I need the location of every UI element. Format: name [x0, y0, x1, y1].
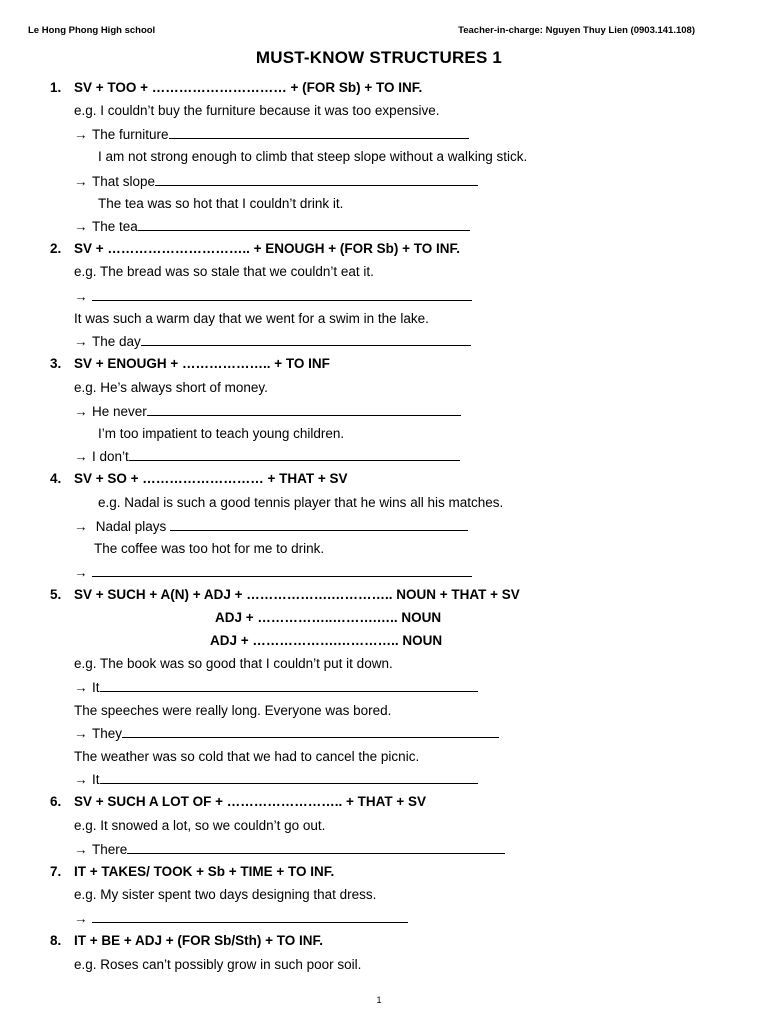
- answer-blank[interactable]: [170, 518, 468, 531]
- exercise-sentence: I’m too impatient to teach young children.: [98, 426, 345, 441]
- arrow-icon: →: [74, 404, 88, 419]
- answer-line: [74, 564, 472, 581]
- answer-blank[interactable]: [138, 218, 470, 231]
- answer-prompt: He never: [92, 404, 147, 419]
- answer-prompt: It: [92, 772, 100, 787]
- structure-formula: SV + SUCH A LOT OF + …………………….. + THAT + SV: [74, 794, 427, 809]
- section-number: 5.: [50, 587, 62, 602]
- answer-blank[interactable]: [155, 173, 478, 186]
- structure-formula: SV + SO + ……………………… + THAT + SV: [74, 471, 348, 486]
- answer-blank[interactable]: [129, 448, 460, 461]
- answer-blank[interactable]: [147, 403, 461, 416]
- section-number: 3.: [50, 356, 62, 371]
- answer-line: [74, 126, 469, 143]
- answer-prompt: That slope: [92, 174, 156, 189]
- answer-blank[interactable]: [127, 841, 505, 854]
- answer-line: [74, 518, 468, 535]
- arrow-icon: →: [74, 726, 88, 741]
- teacher-info: Teacher-in-charge: Nguyen Thuy Lien (0903.141.108): [458, 25, 695, 36]
- answer-prompt: Nadal plays: [92, 519, 171, 534]
- answer-line: [74, 173, 478, 190]
- page-title: MUST-KNOW STRUCTURES 1: [255, 48, 503, 67]
- exercise-sentence: I am not strong enough to climb that steep slope without a walking stick.: [98, 149, 528, 164]
- structure-formula: IT + BE + ADJ + (FOR Sb/Sth) + TO INF.: [74, 933, 324, 948]
- exercise-sentence: The speeches were really long. Everyone was bored.: [74, 703, 392, 718]
- answer-prompt: There: [92, 842, 128, 857]
- example-sentence: e.g. It snowed a lot, so we couldn’t go out.: [74, 818, 326, 833]
- arrow-icon: →: [74, 334, 88, 349]
- arrow-icon: →: [74, 219, 88, 234]
- exercise-sentence: The weather was so cold that we had to cancel the picnic.: [74, 749, 420, 764]
- arrow-icon: →: [74, 174, 88, 189]
- arrow-icon: →: [74, 842, 88, 857]
- answer-line: [74, 448, 460, 465]
- exercise-sentence: It was such a warm day that we went for a swim in the lake.: [74, 311, 429, 326]
- answer-blank[interactable]: [122, 725, 499, 738]
- example-sentence: e.g. My sister spent two days designing that dress.: [74, 887, 377, 902]
- answer-blank[interactable]: [92, 910, 408, 923]
- structure-formula: IT + TAKES/ TOOK + Sb + TIME + TO INF.: [74, 864, 335, 879]
- arrow-icon: →: [74, 127, 88, 142]
- answer-line: [74, 288, 472, 305]
- answer-prompt: The furniture: [92, 127, 169, 142]
- arrow-icon: →: [74, 449, 88, 464]
- example-sentence: e.g. Roses can’t possibly grow in such poor soil.: [74, 957, 362, 972]
- section-number: 1.: [50, 80, 62, 95]
- answer-prompt: They: [92, 726, 123, 741]
- answer-blank[interactable]: [92, 288, 472, 301]
- arrow-icon: →: [74, 772, 88, 787]
- answer-blank[interactable]: [169, 126, 469, 139]
- section-number: 4.: [50, 471, 62, 486]
- answer-line: [74, 218, 470, 235]
- answer-line: [74, 725, 499, 742]
- example-sentence: e.g. He’s always short of money.: [74, 380, 268, 395]
- answer-blank[interactable]: [141, 333, 471, 346]
- answer-blank[interactable]: [92, 564, 472, 577]
- answer-line: [74, 333, 471, 350]
- arrow-icon: →: [74, 565, 88, 580]
- structure-formula: SV + SUCH + A(N) + ADJ + ……………….………….. NOUN + THAT + SV: [74, 587, 520, 602]
- exercise-sentence: The tea was so hot that I couldn’t drink it.: [98, 196, 344, 211]
- exercise-sentence: The coffee was too hot for me to drink.: [94, 541, 325, 556]
- school-name: Le Hong Phong High school: [28, 25, 156, 36]
- answer-line: [74, 841, 505, 858]
- answer-prompt: The day: [92, 334, 141, 349]
- arrow-icon: →: [74, 519, 88, 534]
- structure-variant: ADJ + ……………..……….….. NOUN: [215, 610, 442, 625]
- structure-formula: SV + ENOUGH + ……………….. + TO INF: [74, 356, 330, 371]
- example-sentence: e.g. The book was so good that I couldn’t put it down.: [74, 656, 393, 671]
- answer-blank[interactable]: [100, 771, 478, 784]
- section-number: 8.: [50, 933, 62, 948]
- arrow-icon: →: [74, 289, 88, 304]
- arrow-icon: →: [74, 911, 88, 926]
- answer-line: [74, 771, 478, 788]
- example-sentence: e.g. Nadal is such a good tennis player that he wins all his matches.: [98, 495, 504, 510]
- section-number: 2.: [50, 241, 62, 256]
- answer-line: [74, 679, 478, 696]
- section-number: 7.: [50, 864, 62, 879]
- answer-blank[interactable]: [100, 679, 478, 692]
- example-sentence: e.g. The bread was so stale that we couldn’t eat it.: [74, 264, 374, 279]
- structure-formula: SV + ………………………….. + ENOUGH + (FOR Sb) + TO INF.: [74, 241, 461, 256]
- answer-prompt: The tea: [92, 219, 138, 234]
- example-sentence: e.g. I couldn’t buy the furniture because it was too expensive.: [74, 103, 440, 118]
- answer-prompt: It: [92, 680, 100, 695]
- structure-variant: ADJ + ……………….………….. NOUN: [210, 633, 443, 648]
- page-number: 1: [376, 995, 382, 1005]
- structure-formula: SV + TOO + ………………………… + (FOR Sb) + TO INF.: [74, 80, 423, 95]
- arrow-icon: →: [74, 680, 88, 695]
- answer-prompt: I don’t: [92, 449, 129, 464]
- answer-line: [74, 403, 461, 420]
- section-number: 6.: [50, 794, 62, 809]
- answer-line: [74, 910, 408, 927]
